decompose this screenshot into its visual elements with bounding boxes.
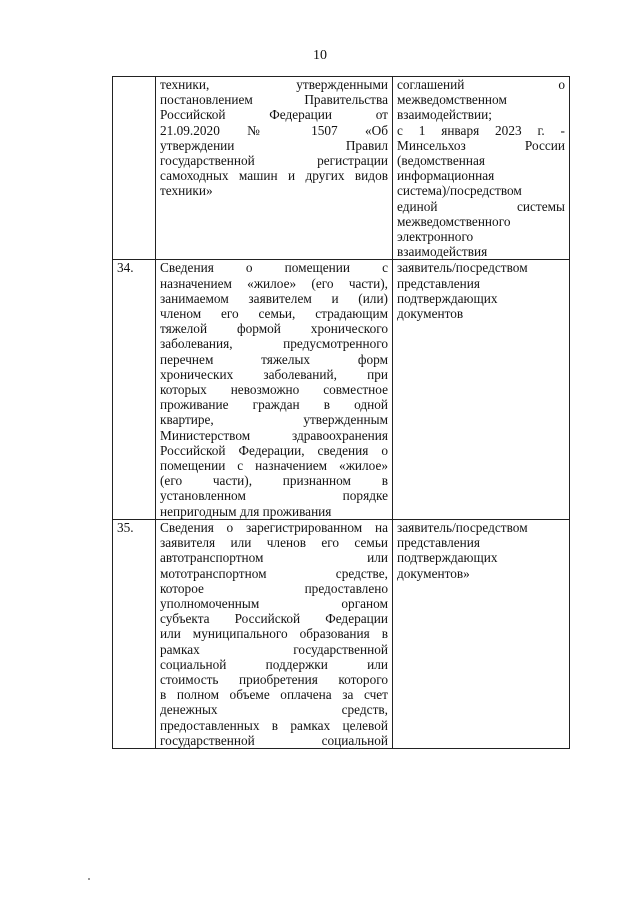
source-cell: [393, 260, 570, 519]
description-line: которых невозможно совместное: [160, 382, 388, 398]
description-line: предоставленных в рамках целевой: [160, 717, 388, 733]
information-description-cell: [156, 77, 393, 260]
row-number-cell: [113, 77, 156, 260]
description-line: которое предоставлено: [160, 580, 388, 596]
source-line: электронного: [397, 229, 474, 245]
description-line: стоимость приобретения которого: [160, 671, 388, 687]
description-line: Сведения о зарегистрированном на: [160, 519, 388, 535]
description-line: рамках государственной: [160, 641, 388, 657]
source-line: подтверждающих: [397, 550, 498, 566]
table-row: [113, 77, 570, 260]
description-line: установленном порядке: [160, 488, 388, 504]
description-line: перечнем тяжелых форм: [160, 351, 388, 367]
description-line: денежных средств,: [160, 702, 388, 718]
source-line: межведомственном: [397, 92, 507, 108]
source-line: документов: [397, 306, 464, 322]
description-line: Сведения о помещении с: [160, 260, 388, 276]
description-line: заболевания, предусмотренного: [160, 336, 388, 352]
source-line: (ведомственная: [397, 153, 485, 169]
information-description-cell: [156, 260, 393, 519]
source-line: заявитель/посредством: [397, 519, 528, 535]
margin-dot: [88, 878, 90, 880]
source-line: взаимодействия: [397, 244, 488, 260]
source-line: заявитель/посредством: [397, 260, 528, 276]
description-line: тяжелой формой хронического: [160, 321, 388, 337]
description-line: самоходных машин и других видов: [160, 168, 388, 184]
description-line: Министерством здравоохранения: [160, 427, 388, 443]
information-description-cell: [156, 519, 393, 748]
description-line: техники, утвержденными: [160, 77, 388, 92]
description-line: уполномоченным органом: [160, 595, 388, 611]
source-cell: [393, 519, 570, 748]
description-line: социальной поддержки или: [160, 656, 388, 672]
description-line: непригодным для проживания: [160, 503, 332, 519]
source-line: взаимодействии;: [397, 107, 492, 123]
document-table: [112, 76, 570, 749]
source-line: с 1 января 2023 г. -: [397, 122, 565, 138]
table-row: [113, 260, 570, 519]
description-line: Российской Федерации, сведения о: [160, 442, 388, 458]
description-line: (его части), признанном в: [160, 473, 388, 489]
description-line: 21.09.2020 № 1507 «Об: [160, 122, 388, 138]
row-number-cell: 34.: [113, 260, 156, 519]
row-number-cell: 35.: [113, 519, 156, 748]
source-line: информационная: [397, 168, 495, 184]
description-line: или муниципального образования в: [160, 626, 388, 642]
source-line: Минсельхоз России: [397, 137, 565, 153]
description-line: назначением «жилое» (его части),: [160, 275, 388, 291]
description-line: государственной регистрации: [160, 153, 388, 169]
description-line: в полном объеме оплачена за счет: [160, 687, 388, 703]
description-line: Российской Федерации от: [160, 107, 388, 123]
description-line: государственной социальной: [160, 732, 388, 748]
source-line: документов»: [397, 565, 470, 581]
description-line: техники»: [160, 183, 213, 199]
description-line: автотранспортном или: [160, 550, 388, 566]
source-line: подтверждающих: [397, 290, 498, 306]
description-line: проживание граждан в одной: [160, 397, 388, 413]
description-line: квартире, утвержденным: [160, 412, 388, 428]
description-line: субъекта Российской Федерации: [160, 611, 388, 627]
source-line: межведомственного: [397, 213, 511, 229]
source-line: представления: [397, 275, 481, 291]
description-line: заявителя или членов его семьи: [160, 535, 388, 551]
source-line: соглашений о: [397, 77, 565, 92]
table-row: [113, 519, 570, 748]
page-number: 10: [313, 48, 327, 63]
description-line: занимаемом заявителем и (или): [160, 290, 388, 306]
description-line: хронических заболеваний, при: [160, 366, 388, 382]
description-line: утверждении Правил: [160, 137, 388, 153]
description-line: членом его семьи, страдающим: [160, 306, 388, 322]
source-line: представления: [397, 535, 481, 551]
source-line: система)/посредством: [397, 183, 522, 199]
source-cell: [393, 77, 570, 260]
description-line: постановлением Правительства: [160, 92, 388, 108]
description-line: помещении с назначением «жилое»: [160, 458, 388, 474]
source-line: единой системы: [397, 198, 565, 214]
table-body: [113, 77, 570, 749]
description-line: мототранспортном средстве,: [160, 565, 388, 581]
